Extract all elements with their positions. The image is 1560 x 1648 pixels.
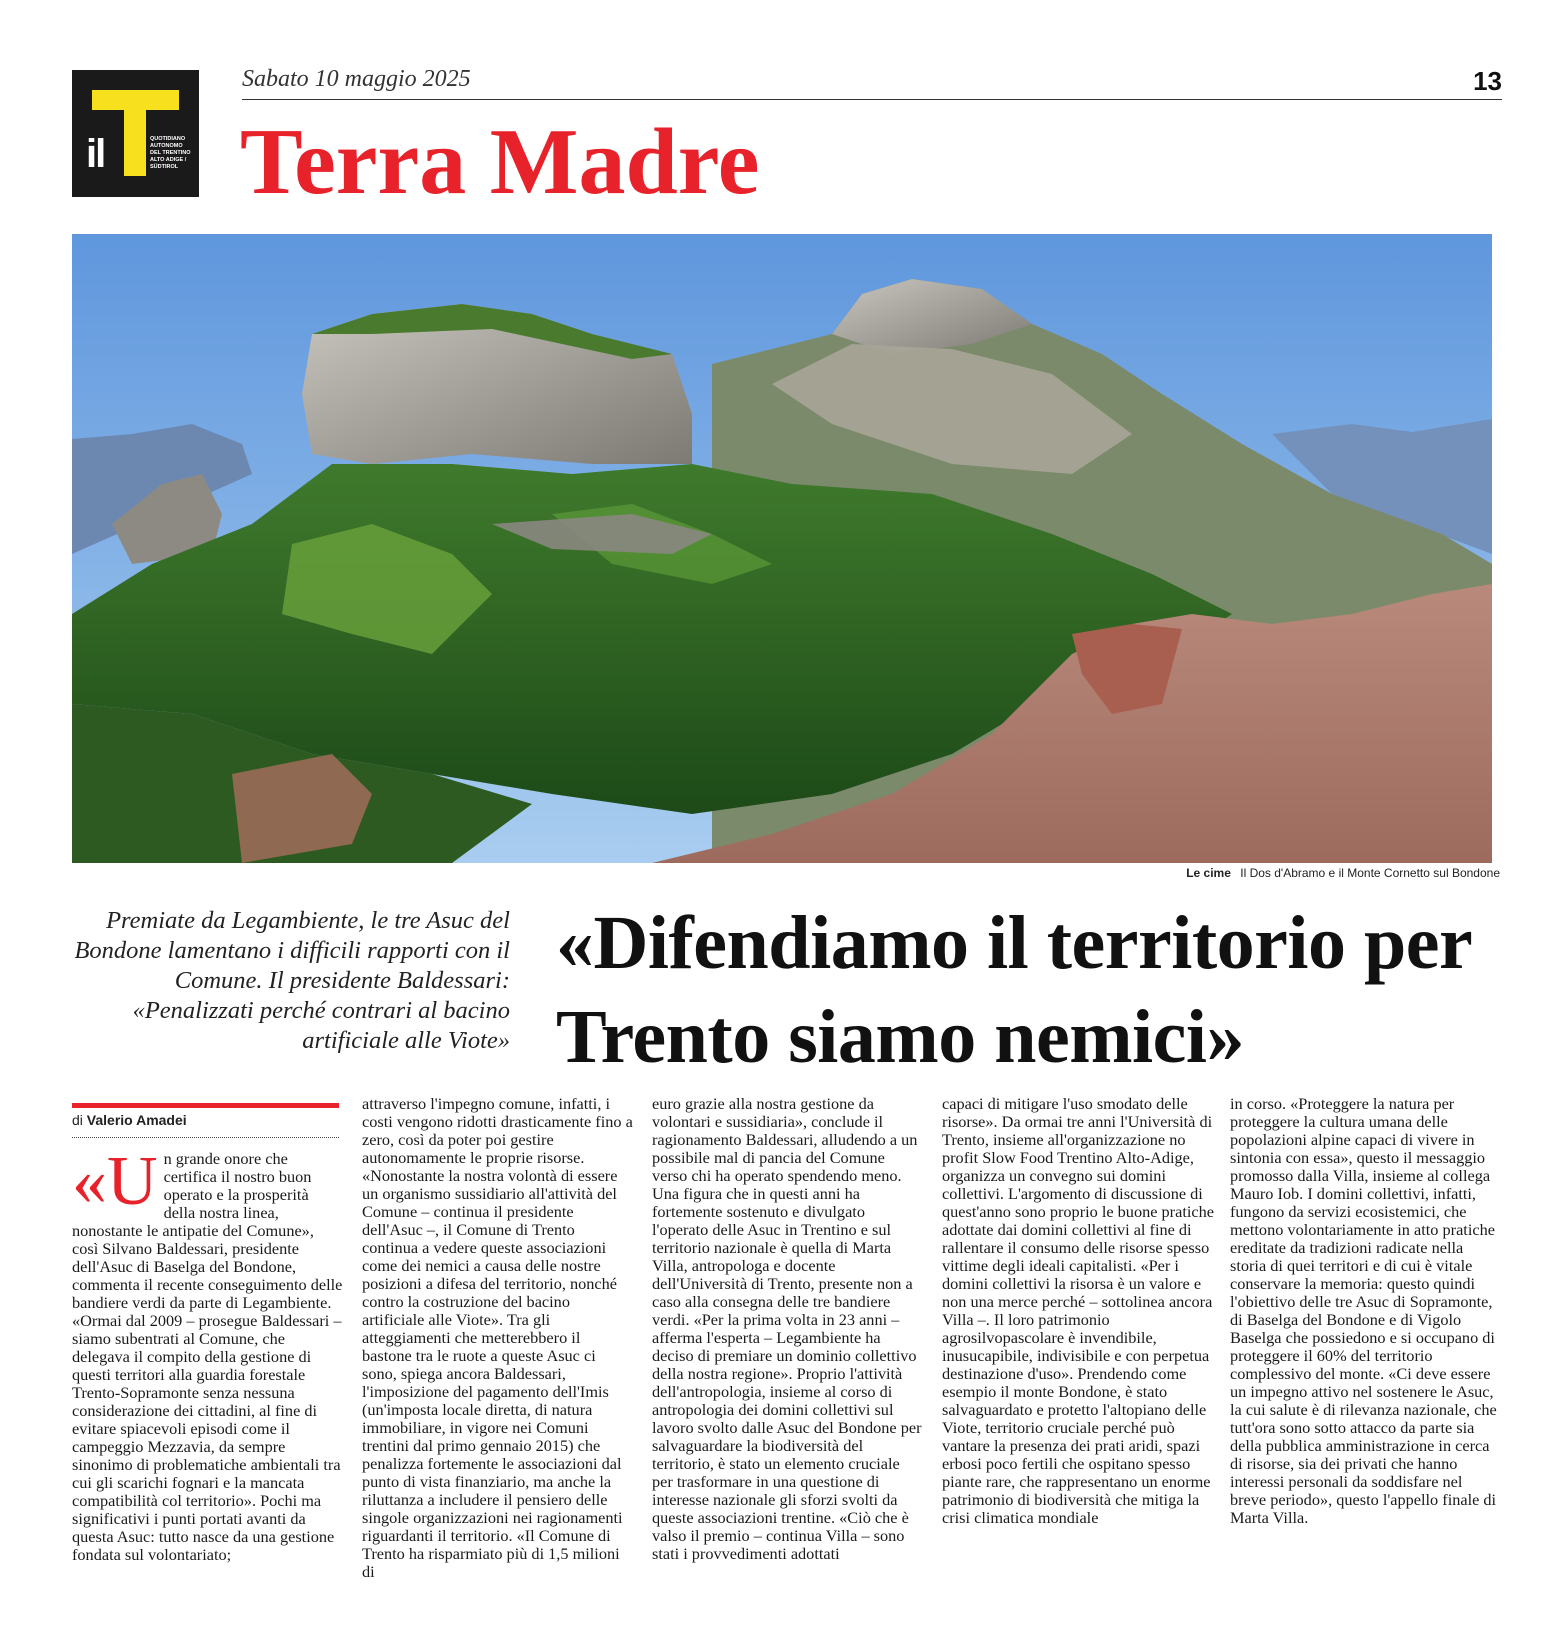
byline-dotted-divider xyxy=(72,1137,339,1138)
article-column-4: capaci di mitigare l'uso smodato delle risorse». Da ormai tre anni l'Università di Trento, insieme all'organizzazione no profit Slow Food Trentino Alto-Adige, organizza un convegno sui domini collettivi. L'argomento di discussione di quest'anno sono proprio le buone pratiche adottate dai domini collettivi al fine di rallentare il consumo delle risorse spesso vittime degli ideali capitalisti. «Per i domini collettivi la risorsa è un valore e non una merce perché – sottolinea ancora Villa –. Il loro patrimonio agrosilvopascolare è invendibile, inusucapibile, indivisibile e con perpetua destinazione d'uso». Prendendo come esempio il monte Bondone, è stato salvaguardato e protetto l'altopiano delle Viote, territorio cruciale perché può vantare la presenza dei prati aridi, spazi erbosi poco fertili che ospitano spesso piante rare, che rappresentano un enorme patrimonio di biodiversità che mitiga la crisi climatica mondiale xyxy=(942,1094,1214,1527)
byline-rule xyxy=(72,1103,339,1108)
caption-label: Le cime xyxy=(1186,866,1231,880)
logo-letters: il xyxy=(86,132,105,176)
issue-date: Sabato 10 maggio 2025 xyxy=(242,66,471,92)
header-divider xyxy=(242,99,1502,100)
mountain-photo xyxy=(72,234,1492,863)
byline xyxy=(72,1112,187,1128)
article-column-2: attraverso l'impegno comune, infatti, i costi vengono ridotti drasticamente fino a zero, così da poter poi gestire autonomamente le proprie risorse. «Nonostante la nostra volontà di essere un organismo sussidiario all'attività del Comune – continua il presidente dell'Asuc –, il Comune di Trento continua a vedere queste associazioni come dei nemici a causa delle nostre posizioni a difesa del territorio, nonché contro la costruzione del bacino artificiale alle Viote». Tra gli atteggiamenti che metterebbero il bastone tra le ruote a queste Asuc ci sono, spiega ancora Baldessari, l'imposizione del pagamento dell'Imis (un'imposta locale diretta, di natura immobiliare, in vigore nei Comuni trentini dal primo gennaio 2015) che penalizza fortemente le associazioni dal punto di vista finanziario, ma anche la riluttanza a includere il pensiero delle singole organizzazioni nei ragionamenti riguardanti il territorio. «Il Comune di Trento ha risparmiato più di 1,5 milioni di xyxy=(362,1094,633,1581)
logo-t-stem xyxy=(124,90,146,176)
newspaper-logo xyxy=(72,70,199,197)
byline-prefix: di xyxy=(72,1112,83,1128)
article-column-5: in corso. «Proteggere la natura per proteggere la cultura umana delle popolazioni alpine capaci di vivere in sintonia con essa», questo il messaggio promosso dalla Villa, insieme al collega Mauro Iob. I domini collettivi, infatti, fungono da servizi ecosistemici, che mettono volontariamente in atto pratiche ereditate da tradizioni radicate nella storia di quei territori e di cui è vitale conservare la memoria: questo quindi l'obiettivo delle tre Asuc di Sopramonte, di Baselga del Bondone e di Vigolo Baselga che possiedono e si occupano di proteggere il 60% del territorio complessivo del monte. «Ci deve essere un impegno attivo nel sostenere le Asuc, la cui salute è di rilevanza nazionale, che tutt'ora sono sotto attacco da parte sia della pubblica amministrazione in cerca di risorse, sia dei privati che hanno interessi personali da soddisfare nel breve periodo», questo l'appello finale di Marta Villa. xyxy=(1230,1094,1497,1527)
article-column-3: euro grazie alla nostra gestione da volontari e sussidiaria», conclude il ragionamento Baldessari, alludendo a un possibile mal di pancia del Comune verso chi ha operato spendendo meno. Una figura che in questi anni ha fortemente sostenuto e divulgato l'operato delle Asuc in Trentino e sul territorio nazionale è quella di Marta Villa, antropologa e docente dell'Università di Trento, presente non a caso alla consegna delle tre bandiere verdi. «Per la prima volta in 23 anni – afferma l'esperta – Legambiente ha deciso di premiare un dominio collettivo della nostra regione». Proprio l'attività dell'antropologia, insieme al corso di antropologia dei domini collettivi sul lavoro svolto dalle Asuc del Bondone per salvaguardare la biodiversità del territorio, è stato un elemento cruciale per trasformare in una questione di interesse nazionale gli sforzi svolti da queste associazioni trentine. «Ciò che è valso il premio – continua Villa – sono stati i provvedimenti adottati xyxy=(652,1094,922,1563)
author-name: Valerio Amadei xyxy=(86,1112,187,1128)
section-title: Terra Madre xyxy=(240,110,760,214)
photo-caption xyxy=(1186,866,1500,880)
article-deck: Premiate da Legambiente, le tre Asuc del Bondone lamentano i difficili rapporti con il Comune. Il presidente Baldessari: «Penalizzati perché contrari al bacino artificiale alle Viote» xyxy=(74,907,510,1054)
article-headline: «Difendiamo il territorio per Trento siamo nemici» xyxy=(556,901,1471,1079)
column-1-text: n grande onore che certifica il nostro buon operato e la prosperità della nostra linea, nonostante le antipatie del Comune», così Silvano Baldessari, presidente dell'Asuc di Baselga del Bondone, commenta il recente conseguimento delle bandiere verdi da parte di Legambiente. «Ormai dal 2009 – prosegue Baldessari – siamo subentrati al Comune, che delegava il compito della gestione di questi territori alla guardia forestale Trento-Sopramonte senza nessuna considerazione dei cittadini, al fine di evitare spiacevoli episodi come il campeggio Mezzavia, da sempre sinonimo di problematiche ambientali tra cui gli scarichi fognari e la mancata compatibilità col territorio». Pochi ma significativi i punti portati avanti da questa Asuc: tutto nasce da una gestione fondata sul volontariato; xyxy=(72,1149,343,1564)
mountain-landscape-image xyxy=(72,234,1492,863)
caption-text: Il Dos d'Abramo e il Monte Cornetto sul Bondone xyxy=(1240,866,1500,880)
article-column-1 xyxy=(72,1143,344,1564)
page-number: 13 xyxy=(1473,66,1502,96)
logo-tagline: QUOTIDIANO AUTONOMO DEL TRENTINO ALTO ADIGE / SÜDTIROL xyxy=(150,136,191,170)
drop-cap: «U xyxy=(72,1143,158,1220)
